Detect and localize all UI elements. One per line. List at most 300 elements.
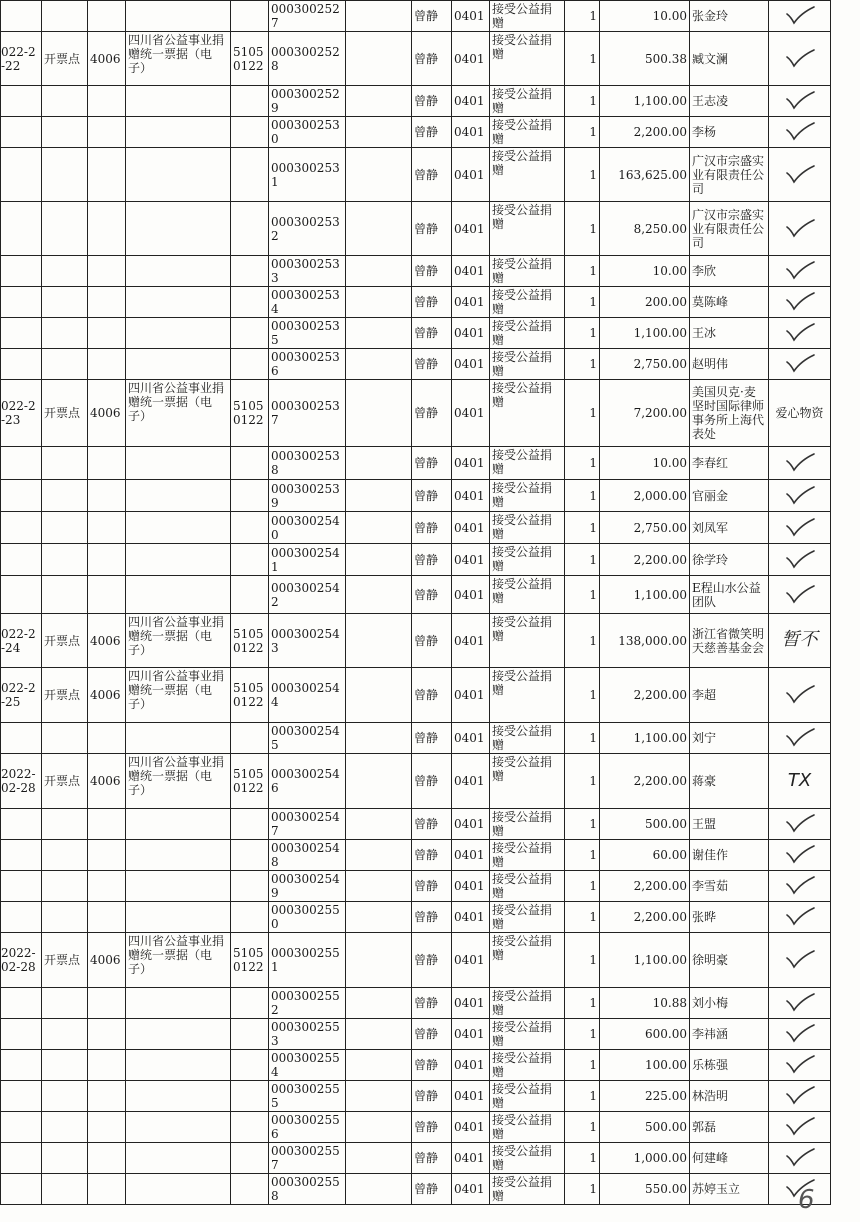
region-code-cell xyxy=(231,512,269,544)
verification-mark-cell xyxy=(769,512,831,544)
code-cell xyxy=(88,1081,126,1112)
blank-cell xyxy=(346,1019,412,1050)
region-code-cell xyxy=(231,840,269,871)
item-cell: 接受公益捐赠 xyxy=(490,1143,565,1174)
bill-number-cell: 0003002531 xyxy=(269,148,346,202)
region-code-cell xyxy=(231,1,269,32)
dept-code-cell: 0401 xyxy=(452,1112,490,1143)
date-cell xyxy=(1,902,42,933)
code-cell xyxy=(88,902,126,933)
unit-cell xyxy=(42,723,88,754)
code-cell: 4006 xyxy=(88,668,126,723)
code-cell xyxy=(88,544,126,576)
date-cell: 2022-02-28 xyxy=(1,754,42,809)
table-row xyxy=(1,1143,831,1174)
dept-code-cell: 0401 xyxy=(452,1019,490,1050)
quantity-cell: 1 xyxy=(565,576,600,614)
operator-cell: 曾静 xyxy=(412,480,452,512)
bill-number-cell: 0003002528 xyxy=(269,32,346,86)
code-cell xyxy=(88,86,126,117)
bill-number-cell: 0003002538 xyxy=(269,447,346,480)
dept-code-cell: 0401 xyxy=(452,1,490,32)
operator-cell: 曾静 xyxy=(412,871,452,902)
bill-type-cell xyxy=(126,318,231,349)
bill-number-cell: 0003002551 xyxy=(269,933,346,988)
code-cell xyxy=(88,318,126,349)
blank-cell xyxy=(346,480,412,512)
bill-type-cell xyxy=(126,902,231,933)
amount-cell: 100.00 xyxy=(600,1050,690,1081)
date-cell xyxy=(1,723,42,754)
checkmark-icon xyxy=(784,949,816,971)
dept-code-cell: 0401 xyxy=(452,512,490,544)
date-cell xyxy=(1,148,42,202)
bill-number-cell: 0003002557 xyxy=(269,1143,346,1174)
region-code-cell: 51050122 xyxy=(231,933,269,988)
date-cell xyxy=(1,349,42,380)
table-row xyxy=(1,318,831,349)
date-cell xyxy=(1,544,42,576)
bill-number-cell: 0003002527 xyxy=(269,1,346,32)
bill-number-cell: 0003002544 xyxy=(269,668,346,723)
blank-cell xyxy=(346,380,412,447)
blank-cell xyxy=(346,32,412,86)
bill-number-cell: 0003002553 xyxy=(269,1019,346,1050)
bill-number-cell: 0003002550 xyxy=(269,902,346,933)
code-cell xyxy=(88,512,126,544)
item-cell: 接受公益捐赠 xyxy=(490,576,565,614)
blank-cell xyxy=(346,1112,412,1143)
bill-type-cell xyxy=(126,1,231,32)
blank-cell xyxy=(346,933,412,988)
checkmark-icon xyxy=(784,906,816,928)
verification-mark-cell xyxy=(769,148,831,202)
donor-cell: 徐学玲 xyxy=(690,544,769,576)
donor-cell: 张金玲 xyxy=(690,1,769,32)
blank-cell xyxy=(346,754,412,809)
dept-code-cell: 0401 xyxy=(452,380,490,447)
donor-cell: 谢佳作 xyxy=(690,840,769,871)
verification-mark-cell xyxy=(769,1,831,32)
donor-cell: 莫陈峰 xyxy=(690,287,769,318)
operator-cell: 曾静 xyxy=(412,754,452,809)
dept-code-cell: 0401 xyxy=(452,117,490,148)
operator-cell: 曾静 xyxy=(412,32,452,86)
verification-mark-cell xyxy=(769,349,831,380)
amount-cell: 1,100.00 xyxy=(600,933,690,988)
region-code-cell: 51050122 xyxy=(231,32,269,86)
donor-cell: 广汉市宗盛实业有限责任公司 xyxy=(690,148,769,202)
table-row xyxy=(1,544,831,576)
operator-cell: 曾静 xyxy=(412,576,452,614)
amount-cell: 2,750.00 xyxy=(600,349,690,380)
checkmark-icon xyxy=(784,322,816,344)
amount-cell: 163,625.00 xyxy=(600,148,690,202)
item-cell: 接受公益捐赠 xyxy=(490,1174,565,1205)
table-row xyxy=(1,1050,831,1081)
bill-number-cell: 0003002541 xyxy=(269,544,346,576)
quantity-cell: 1 xyxy=(565,723,600,754)
blank-cell xyxy=(346,1174,412,1205)
unit-cell xyxy=(42,809,88,840)
bill-number-cell: 0003002533 xyxy=(269,256,346,287)
item-cell: 接受公益捐赠 xyxy=(490,840,565,871)
date-cell xyxy=(1,287,42,318)
code-cell: 4006 xyxy=(88,614,126,668)
item-cell: 接受公益捐赠 xyxy=(490,117,565,148)
amount-cell: 10.88 xyxy=(600,988,690,1019)
blank-cell xyxy=(346,256,412,287)
unit-cell xyxy=(42,1050,88,1081)
verification-mark-cell xyxy=(769,1081,831,1112)
unit-cell: 开票点 xyxy=(42,668,88,723)
blank-cell xyxy=(346,1081,412,1112)
operator-cell: 曾静 xyxy=(412,840,452,871)
verification-mark-cell xyxy=(769,1019,831,1050)
item-cell: 接受公益捐赠 xyxy=(490,871,565,902)
verification-mark-cell xyxy=(769,117,831,148)
checkmark-icon xyxy=(784,260,816,282)
verification-mark-cell xyxy=(769,871,831,902)
blank-cell xyxy=(346,117,412,148)
table-row xyxy=(1,202,831,256)
bill-number-cell: 0003002532 xyxy=(269,202,346,256)
quantity-cell: 1 xyxy=(565,871,600,902)
blank-cell xyxy=(346,512,412,544)
blank-cell xyxy=(346,809,412,840)
donor-cell: 刘宁 xyxy=(690,723,769,754)
donor-cell: 郭磊 xyxy=(690,1112,769,1143)
code-cell xyxy=(88,349,126,380)
bill-number-cell: 0003002552 xyxy=(269,988,346,1019)
quantity-cell: 1 xyxy=(565,32,600,86)
unit-cell xyxy=(42,1081,88,1112)
unit-cell xyxy=(42,840,88,871)
operator-cell: 曾静 xyxy=(412,1081,452,1112)
operator-cell: 曾静 xyxy=(412,512,452,544)
date-cell xyxy=(1,809,42,840)
code-cell xyxy=(88,1174,126,1205)
quantity-cell: 1 xyxy=(565,480,600,512)
operator-cell: 曾静 xyxy=(412,988,452,1019)
blank-cell xyxy=(346,1,412,32)
bill-type-cell xyxy=(126,871,231,902)
donor-cell: 林浩明 xyxy=(690,1081,769,1112)
quantity-cell: 1 xyxy=(565,148,600,202)
dept-code-cell: 0401 xyxy=(452,933,490,988)
item-cell: 接受公益捐赠 xyxy=(490,447,565,480)
donor-cell: 刘小梅 xyxy=(690,988,769,1019)
amount-cell: 2,200.00 xyxy=(600,117,690,148)
unit-cell xyxy=(42,1174,88,1205)
region-code-cell xyxy=(231,318,269,349)
quantity-cell: 1 xyxy=(565,447,600,480)
table-row xyxy=(1,871,831,902)
unit-cell xyxy=(42,256,88,287)
date-cell: 022-2-24 xyxy=(1,614,42,668)
table-row xyxy=(1,380,831,447)
table-row xyxy=(1,480,831,512)
unit-cell xyxy=(42,1,88,32)
region-code-cell xyxy=(231,988,269,1019)
bill-number-cell: 0003002554 xyxy=(269,1050,346,1081)
donor-cell: 李祎涵 xyxy=(690,1019,769,1050)
amount-cell: 1,000.00 xyxy=(600,1143,690,1174)
dept-code-cell: 0401 xyxy=(452,256,490,287)
code-cell xyxy=(88,480,126,512)
verification-mark-cell xyxy=(769,576,831,614)
checkmark-icon xyxy=(784,1023,816,1045)
checkmark-icon xyxy=(784,452,816,474)
amount-cell: 1,100.00 xyxy=(600,318,690,349)
unit-cell xyxy=(42,544,88,576)
checkmark-icon xyxy=(784,844,816,866)
item-cell: 接受公益捐赠 xyxy=(490,202,565,256)
region-code-cell xyxy=(231,576,269,614)
quantity-cell: 1 xyxy=(565,1174,600,1205)
donor-cell: 李雪茹 xyxy=(690,871,769,902)
bill-type-cell xyxy=(126,576,231,614)
region-code-cell xyxy=(231,1081,269,1112)
amount-cell: 550.00 xyxy=(600,1174,690,1205)
region-code-cell xyxy=(231,349,269,380)
bill-type-cell xyxy=(126,202,231,256)
verification-mark-cell xyxy=(769,809,831,840)
unit-cell xyxy=(42,447,88,480)
item-cell: 接受公益捐赠 xyxy=(490,809,565,840)
unit-cell xyxy=(42,871,88,902)
verification-mark-cell xyxy=(769,723,831,754)
item-cell: 接受公益捐赠 xyxy=(490,723,565,754)
region-code-cell xyxy=(231,202,269,256)
donor-cell: 浙江省微笑明天慈善基金会 xyxy=(690,614,769,668)
table-row xyxy=(1,840,831,871)
verification-mark-cell xyxy=(769,287,831,318)
bill-type-cell xyxy=(126,1050,231,1081)
amount-cell: 2,200.00 xyxy=(600,871,690,902)
bill-number-cell: 0003002543 xyxy=(269,614,346,668)
date-cell xyxy=(1,1,42,32)
donor-cell: 王志凌 xyxy=(690,86,769,117)
checkmark-icon xyxy=(784,90,816,112)
page-number: 6 xyxy=(798,1185,815,1215)
handwritten-note: TX xyxy=(787,769,812,791)
unit-cell: 开票点 xyxy=(42,32,88,86)
table-row xyxy=(1,668,831,723)
dept-code-cell: 0401 xyxy=(452,809,490,840)
bill-type-cell xyxy=(126,723,231,754)
operator-cell: 曾静 xyxy=(412,933,452,988)
donor-cell: 徐明豪 xyxy=(690,933,769,988)
bill-number-cell: 0003002558 xyxy=(269,1174,346,1205)
date-cell: 022-2-22 xyxy=(1,32,42,86)
operator-cell: 曾静 xyxy=(412,1174,452,1205)
blank-cell xyxy=(346,988,412,1019)
code-cell: 4006 xyxy=(88,32,126,86)
verification-mark-cell xyxy=(769,318,831,349)
table-row xyxy=(1,723,831,754)
bill-type-cell xyxy=(126,840,231,871)
code-cell xyxy=(88,840,126,871)
date-cell xyxy=(1,447,42,480)
item-cell: 接受公益捐赠 xyxy=(490,1112,565,1143)
table-row xyxy=(1,512,831,544)
item-cell: 接受公益捐赠 xyxy=(490,1081,565,1112)
verification-mark-cell xyxy=(769,202,831,256)
operator-cell: 曾静 xyxy=(412,1112,452,1143)
table-row xyxy=(1,349,831,380)
date-cell: 2022-02-28 xyxy=(1,933,42,988)
unit-cell xyxy=(42,148,88,202)
ledger-body xyxy=(1,1,831,1205)
dept-code-cell: 0401 xyxy=(452,840,490,871)
amount-cell: 2,200.00 xyxy=(600,668,690,723)
blank-cell xyxy=(346,287,412,318)
quantity-cell: 1 xyxy=(565,902,600,933)
bill-type-cell xyxy=(126,1019,231,1050)
operator-cell: 曾静 xyxy=(412,902,452,933)
operator-cell: 曾静 xyxy=(412,809,452,840)
item-cell: 接受公益捐赠 xyxy=(490,86,565,117)
region-code-cell xyxy=(231,86,269,117)
amount-cell: 225.00 xyxy=(600,1081,690,1112)
checkmark-icon xyxy=(784,684,816,706)
bill-number-cell: 0003002549 xyxy=(269,871,346,902)
unit-cell: 开票点 xyxy=(42,614,88,668)
verification-mark-cell xyxy=(769,614,831,668)
amount-cell: 10.00 xyxy=(600,256,690,287)
operator-cell: 曾静 xyxy=(412,614,452,668)
code-cell xyxy=(88,1143,126,1174)
code-cell xyxy=(88,117,126,148)
operator-cell: 曾静 xyxy=(412,380,452,447)
date-cell xyxy=(1,480,42,512)
unit-cell xyxy=(42,1143,88,1174)
verification-mark-cell xyxy=(769,256,831,287)
operator-cell: 曾静 xyxy=(412,1019,452,1050)
operator-cell: 曾静 xyxy=(412,148,452,202)
quantity-cell: 1 xyxy=(565,544,600,576)
quantity-cell: 1 xyxy=(565,933,600,988)
bill-number-cell: 0003002547 xyxy=(269,809,346,840)
code-cell xyxy=(88,287,126,318)
blank-cell xyxy=(346,871,412,902)
date-cell xyxy=(1,988,42,1019)
operator-cell: 曾静 xyxy=(412,1143,452,1174)
bill-type-cell xyxy=(126,1143,231,1174)
operator-cell: 曾静 xyxy=(412,318,452,349)
code-cell: 4006 xyxy=(88,933,126,988)
table-row xyxy=(1,1,831,32)
dept-code-cell: 0401 xyxy=(452,1081,490,1112)
quantity-cell: 1 xyxy=(565,614,600,668)
amount-cell: 500.38 xyxy=(600,32,690,86)
dept-code-cell: 0401 xyxy=(452,754,490,809)
region-code-cell xyxy=(231,287,269,318)
region-code-cell xyxy=(231,1112,269,1143)
checkmark-icon xyxy=(784,1147,816,1169)
donor-cell: 赵明伟 xyxy=(690,349,769,380)
donor-cell: 刘凤军 xyxy=(690,512,769,544)
code-cell: 4006 xyxy=(88,754,126,809)
region-code-cell xyxy=(231,148,269,202)
unit-cell xyxy=(42,1019,88,1050)
handwritten-note: 暂不 xyxy=(781,629,818,650)
amount-cell: 2,200.00 xyxy=(600,902,690,933)
donor-cell: 乐栋强 xyxy=(690,1050,769,1081)
checkmark-icon xyxy=(784,164,816,186)
verification-mark-cell xyxy=(769,933,831,988)
table-row xyxy=(1,902,831,933)
bill-number-cell: 0003002542 xyxy=(269,576,346,614)
verification-mark-cell xyxy=(769,544,831,576)
code-cell xyxy=(88,723,126,754)
region-code-cell xyxy=(231,723,269,754)
region-code-cell xyxy=(231,809,269,840)
table-row xyxy=(1,1081,831,1112)
bill-type-cell: 四川省公益事业捐赠统一票据（电子） xyxy=(126,933,231,988)
amount-cell: 8,250.00 xyxy=(600,202,690,256)
blank-cell xyxy=(346,86,412,117)
bill-type-cell xyxy=(126,117,231,148)
checkmark-icon xyxy=(784,121,816,143)
item-cell: 接受公益捐赠 xyxy=(490,1019,565,1050)
date-cell xyxy=(1,576,42,614)
checkmark-icon xyxy=(784,291,816,313)
quantity-cell: 1 xyxy=(565,86,600,117)
bill-type-cell xyxy=(126,447,231,480)
amount-cell: 200.00 xyxy=(600,287,690,318)
table-row xyxy=(1,614,831,668)
amount-cell: 1,100.00 xyxy=(600,576,690,614)
amount-cell: 60.00 xyxy=(600,840,690,871)
item-cell: 接受公益捐赠 xyxy=(490,318,565,349)
checkmark-icon xyxy=(784,353,816,375)
code-cell xyxy=(88,576,126,614)
item-cell: 接受公益捐赠 xyxy=(490,614,565,668)
verification-mark-cell: 爱心物资 xyxy=(769,380,831,447)
date-cell xyxy=(1,1019,42,1050)
verification-mark-cell xyxy=(769,988,831,1019)
dept-code-cell: 0401 xyxy=(452,1143,490,1174)
amount-cell: 138,000.00 xyxy=(600,614,690,668)
table-row xyxy=(1,933,831,988)
amount-cell: 1,100.00 xyxy=(600,86,690,117)
table-row xyxy=(1,32,831,86)
date-cell xyxy=(1,1081,42,1112)
item-cell: 接受公益捐赠 xyxy=(490,933,565,988)
item-cell: 接受公益捐赠 xyxy=(490,349,565,380)
verification-mark-cell xyxy=(769,32,831,86)
operator-cell: 曾静 xyxy=(412,544,452,576)
bill-type-cell xyxy=(126,1174,231,1205)
bill-number-cell: 0003002545 xyxy=(269,723,346,754)
quantity-cell: 1 xyxy=(565,287,600,318)
donor-cell: E程山水公益团队 xyxy=(690,576,769,614)
unit-cell xyxy=(42,318,88,349)
checkmark-icon xyxy=(784,517,816,539)
operator-cell: 曾静 xyxy=(412,86,452,117)
operator-cell: 曾静 xyxy=(412,1,452,32)
table-row xyxy=(1,287,831,318)
date-cell xyxy=(1,256,42,287)
table-row xyxy=(1,148,831,202)
bill-number-cell: 0003002556 xyxy=(269,1112,346,1143)
donor-cell: 官丽金 xyxy=(690,480,769,512)
dept-code-cell: 0401 xyxy=(452,576,490,614)
quantity-cell: 1 xyxy=(565,256,600,287)
dept-code-cell: 0401 xyxy=(452,1174,490,1205)
